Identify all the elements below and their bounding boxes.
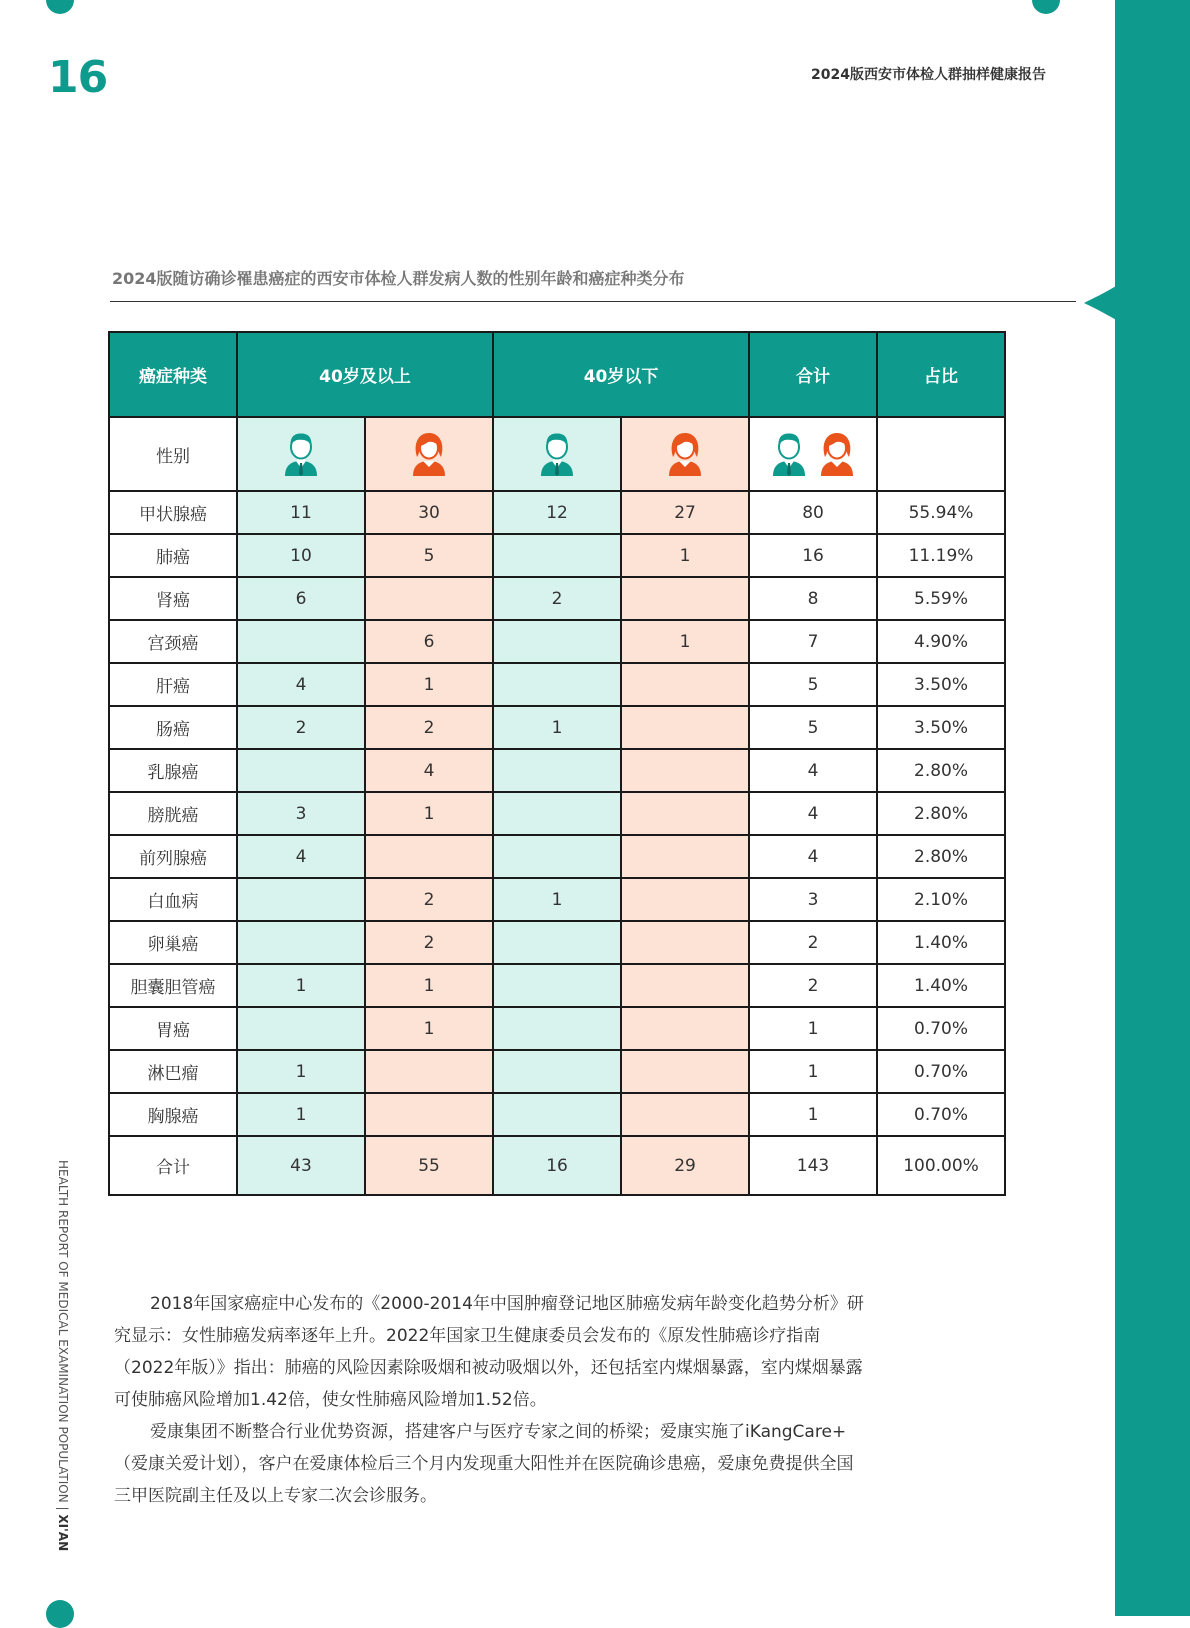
- cell-f40p: [365, 835, 493, 878]
- cell-m40p: 2: [237, 706, 365, 749]
- cell-f40p: 4: [365, 749, 493, 792]
- cell-share: 3.50%: [877, 706, 1005, 749]
- side-vertical-label: [56, 1160, 70, 1551]
- cell-type: 肺癌: [109, 534, 237, 577]
- cell-m40p: 10: [237, 534, 365, 577]
- cell-total: 143: [749, 1136, 877, 1195]
- section-title: 2024版随访确诊罹患癌症的西安市体检人群发病人数的性别年龄和癌症种类分布: [112, 269, 685, 288]
- table-row: [109, 964, 1005, 1007]
- cell-share: 55.94%: [877, 491, 1005, 534]
- cell-fu40: 29: [621, 1136, 749, 1195]
- cell-fu40: [621, 663, 749, 706]
- female-cell: [621, 417, 749, 491]
- cell-fu40: [621, 1007, 749, 1050]
- cell-fu40: [621, 1093, 749, 1136]
- cell-total: 4: [749, 835, 877, 878]
- cell-f40p: 1: [365, 663, 493, 706]
- body-paragraph-2: 爱康集团不断整合行业优势资源，搭建客户与医疗专家之间的桥梁；爱康实施了iKangCare+（爱康关爱计划），客户在爱康体检后三个月内发现重大阳性并在医院确诊患癌，爱康免费提供全国三甲医院副主任及以上专家二次会诊服务。: [114, 1422, 854, 1506]
- cell-total: 7: [749, 620, 877, 663]
- cell-fu40: [621, 749, 749, 792]
- female-person-icon: [665, 432, 705, 476]
- side-label-text: HEALTH REPORT OF MEDICAL EXAMINATION POPULATION: [56, 1160, 70, 1503]
- cell-fu40: [621, 921, 749, 964]
- cell-f40p: 55: [365, 1136, 493, 1195]
- side-separator: |: [56, 1506, 70, 1511]
- title-rule: [110, 301, 1076, 302]
- band-notch-shape: [1084, 262, 1156, 344]
- male-person-icon: [769, 432, 809, 476]
- female-person-icon: [409, 432, 449, 476]
- cell-mu40: 1: [493, 878, 621, 921]
- body-text: [114, 1288, 864, 1512]
- cell-mu40: [493, 1050, 621, 1093]
- cell-type: 前列腺癌: [109, 835, 237, 878]
- cell-m40p: 1: [237, 964, 365, 1007]
- table-row: [109, 835, 1005, 878]
- cell-type: 肝癌: [109, 663, 237, 706]
- cell-m40p: [237, 1007, 365, 1050]
- cell-type: 白血病: [109, 878, 237, 921]
- table-row: [109, 1050, 1005, 1093]
- cell-m40p: 43: [237, 1136, 365, 1195]
- cell-total: 8: [749, 577, 877, 620]
- cell-f40p: 2: [365, 921, 493, 964]
- cell-share: 11.19%: [877, 534, 1005, 577]
- cell-m40p: 6: [237, 577, 365, 620]
- cell-fu40: [621, 878, 749, 921]
- table-row: [109, 921, 1005, 964]
- cell-total: 1: [749, 1050, 877, 1093]
- cell-m40p: [237, 749, 365, 792]
- cell-m40p: 11: [237, 491, 365, 534]
- cell-fu40: [621, 835, 749, 878]
- cell-f40p: 6: [365, 620, 493, 663]
- cell-f40p: [365, 577, 493, 620]
- cell-mu40: [493, 921, 621, 964]
- table-row: [109, 749, 1005, 792]
- cell-type: 肾癌: [109, 577, 237, 620]
- side-city: XI'AN: [56, 1514, 70, 1552]
- cell-total: 80: [749, 491, 877, 534]
- cell-type: 卵巢癌: [109, 921, 237, 964]
- cell-total: 1: [749, 1007, 877, 1050]
- table-row: [109, 620, 1005, 663]
- male-cell: [237, 417, 365, 491]
- sex-row: [109, 417, 1005, 491]
- cell-share: 0.70%: [877, 1050, 1005, 1093]
- cell-m40p: [237, 921, 365, 964]
- cell-share: 2.80%: [877, 835, 1005, 878]
- cell-total: 4: [749, 792, 877, 835]
- sex-label: 性别: [109, 417, 237, 491]
- cell-fu40: [621, 1050, 749, 1093]
- cell-type: 甲状腺癌: [109, 491, 237, 534]
- cell-fu40: [621, 964, 749, 1007]
- cell-type: 膀胱癌: [109, 792, 237, 835]
- cell-share: 2.10%: [877, 878, 1005, 921]
- cell-type: 肠癌: [109, 706, 237, 749]
- cell-m40p: [237, 878, 365, 921]
- cell-mu40: [493, 835, 621, 878]
- corner-dot: [1032, 0, 1060, 14]
- cell-f40p: 1: [365, 964, 493, 1007]
- female-cell: [365, 417, 493, 491]
- cell-type: 乳腺癌: [109, 749, 237, 792]
- cell-m40p: 4: [237, 663, 365, 706]
- cell-total: 2: [749, 964, 877, 1007]
- cell-f40p: [365, 1093, 493, 1136]
- table-row: [109, 534, 1005, 577]
- page-number: 16: [48, 52, 108, 103]
- cell-total: 4: [749, 749, 877, 792]
- male-cell: [493, 417, 621, 491]
- cell-fu40: [621, 706, 749, 749]
- cell-mu40: [493, 1007, 621, 1050]
- cell-mu40: [493, 1093, 621, 1136]
- cell-fu40: [621, 577, 749, 620]
- header-age-40-plus: 40岁及以上: [237, 332, 493, 417]
- cell-f40p: 2: [365, 706, 493, 749]
- male-person-icon: [281, 432, 321, 476]
- cell-m40p: 1: [237, 1050, 365, 1093]
- cell-type: 合计: [109, 1136, 237, 1195]
- header-cancer-type: 癌症种类: [109, 332, 237, 417]
- both-sex-cell: [749, 417, 877, 491]
- cell-total: 1: [749, 1093, 877, 1136]
- cell-mu40: 12: [493, 491, 621, 534]
- table-row: [109, 1093, 1005, 1136]
- cell-fu40: [621, 792, 749, 835]
- cell-fu40: 1: [621, 620, 749, 663]
- table-row: [109, 1007, 1005, 1050]
- table-row: [109, 663, 1005, 706]
- table-row: [109, 706, 1005, 749]
- cell-mu40: [493, 749, 621, 792]
- cell-mu40: 1: [493, 706, 621, 749]
- table-row: [109, 577, 1005, 620]
- cell-share: 100.00%: [877, 1136, 1005, 1195]
- cell-mu40: [493, 792, 621, 835]
- cell-total: 3: [749, 878, 877, 921]
- table-row: [109, 792, 1005, 835]
- cell-total: 2: [749, 921, 877, 964]
- cell-mu40: 16: [493, 1136, 621, 1195]
- cell-share: 5.59%: [877, 577, 1005, 620]
- empty-cell: [877, 417, 1005, 491]
- corner-dot: [46, 1600, 74, 1628]
- cell-fu40: 27: [621, 491, 749, 534]
- cell-total: 5: [749, 706, 877, 749]
- female-person-icon: [817, 432, 857, 476]
- header-share: 占比: [877, 332, 1005, 417]
- cell-share: 4.90%: [877, 620, 1005, 663]
- cell-share: 0.70%: [877, 1093, 1005, 1136]
- cell-share: 1.40%: [877, 921, 1005, 964]
- table-row: [109, 491, 1005, 534]
- table-total-row: [109, 1136, 1005, 1195]
- cell-share: 0.70%: [877, 1007, 1005, 1050]
- cell-type: 胆囊胆管癌: [109, 964, 237, 1007]
- cell-f40p: [365, 1050, 493, 1093]
- corner-dot: [46, 0, 74, 14]
- cell-type: 胃癌: [109, 1007, 237, 1050]
- cell-f40p: 5: [365, 534, 493, 577]
- cell-mu40: 2: [493, 577, 621, 620]
- cell-mu40: [493, 663, 621, 706]
- right-decorative-band: [1115, 0, 1190, 1616]
- cell-mu40: [493, 620, 621, 663]
- report-title: 2024版西安市体检人群抽样健康报告: [811, 67, 1046, 83]
- cell-share: 3.50%: [877, 663, 1005, 706]
- cell-f40p: 1: [365, 792, 493, 835]
- male-person-icon: [537, 432, 577, 476]
- cell-fu40: 1: [621, 534, 749, 577]
- cell-total: 5: [749, 663, 877, 706]
- cell-f40p: 1: [365, 1007, 493, 1050]
- cell-m40p: [237, 620, 365, 663]
- cell-m40p: 4: [237, 835, 365, 878]
- cell-mu40: [493, 964, 621, 1007]
- table-row: [109, 878, 1005, 921]
- header-age-under-40: 40岁以下: [493, 332, 749, 417]
- header-total: 合计: [749, 332, 877, 417]
- cell-share: 2.80%: [877, 749, 1005, 792]
- cell-share: 1.40%: [877, 964, 1005, 1007]
- cell-mu40: [493, 534, 621, 577]
- cell-f40p: 2: [365, 878, 493, 921]
- table-header-row: [109, 332, 1005, 417]
- cell-m40p: 3: [237, 792, 365, 835]
- cell-share: 2.80%: [877, 792, 1005, 835]
- cell-f40p: 30: [365, 491, 493, 534]
- cell-m40p: 1: [237, 1093, 365, 1136]
- cancer-distribution-table: [108, 331, 1006, 1196]
- cell-type: 胸腺癌: [109, 1093, 237, 1136]
- cell-type: 淋巴瘤: [109, 1050, 237, 1093]
- cell-total: 16: [749, 534, 877, 577]
- body-paragraph-1: 2018年国家癌症中心发布的《2000-2014年中国肿瘤登记地区肺癌发病年龄变化趋势分析》研究显示：女性肺癌发病率逐年上升。2022年国家卫生健康委员会发布的《原发性肺癌诊疗指南（2022年版）》指出：肺癌的风险因素除吸烟和被动吸烟以外，还包括室内煤烟暴露，室内煤烟暴露可使肺癌风险增加1.42倍，使女性肺癌风险增加1.52倍。: [114, 1294, 864, 1410]
- cell-type: 宫颈癌: [109, 620, 237, 663]
